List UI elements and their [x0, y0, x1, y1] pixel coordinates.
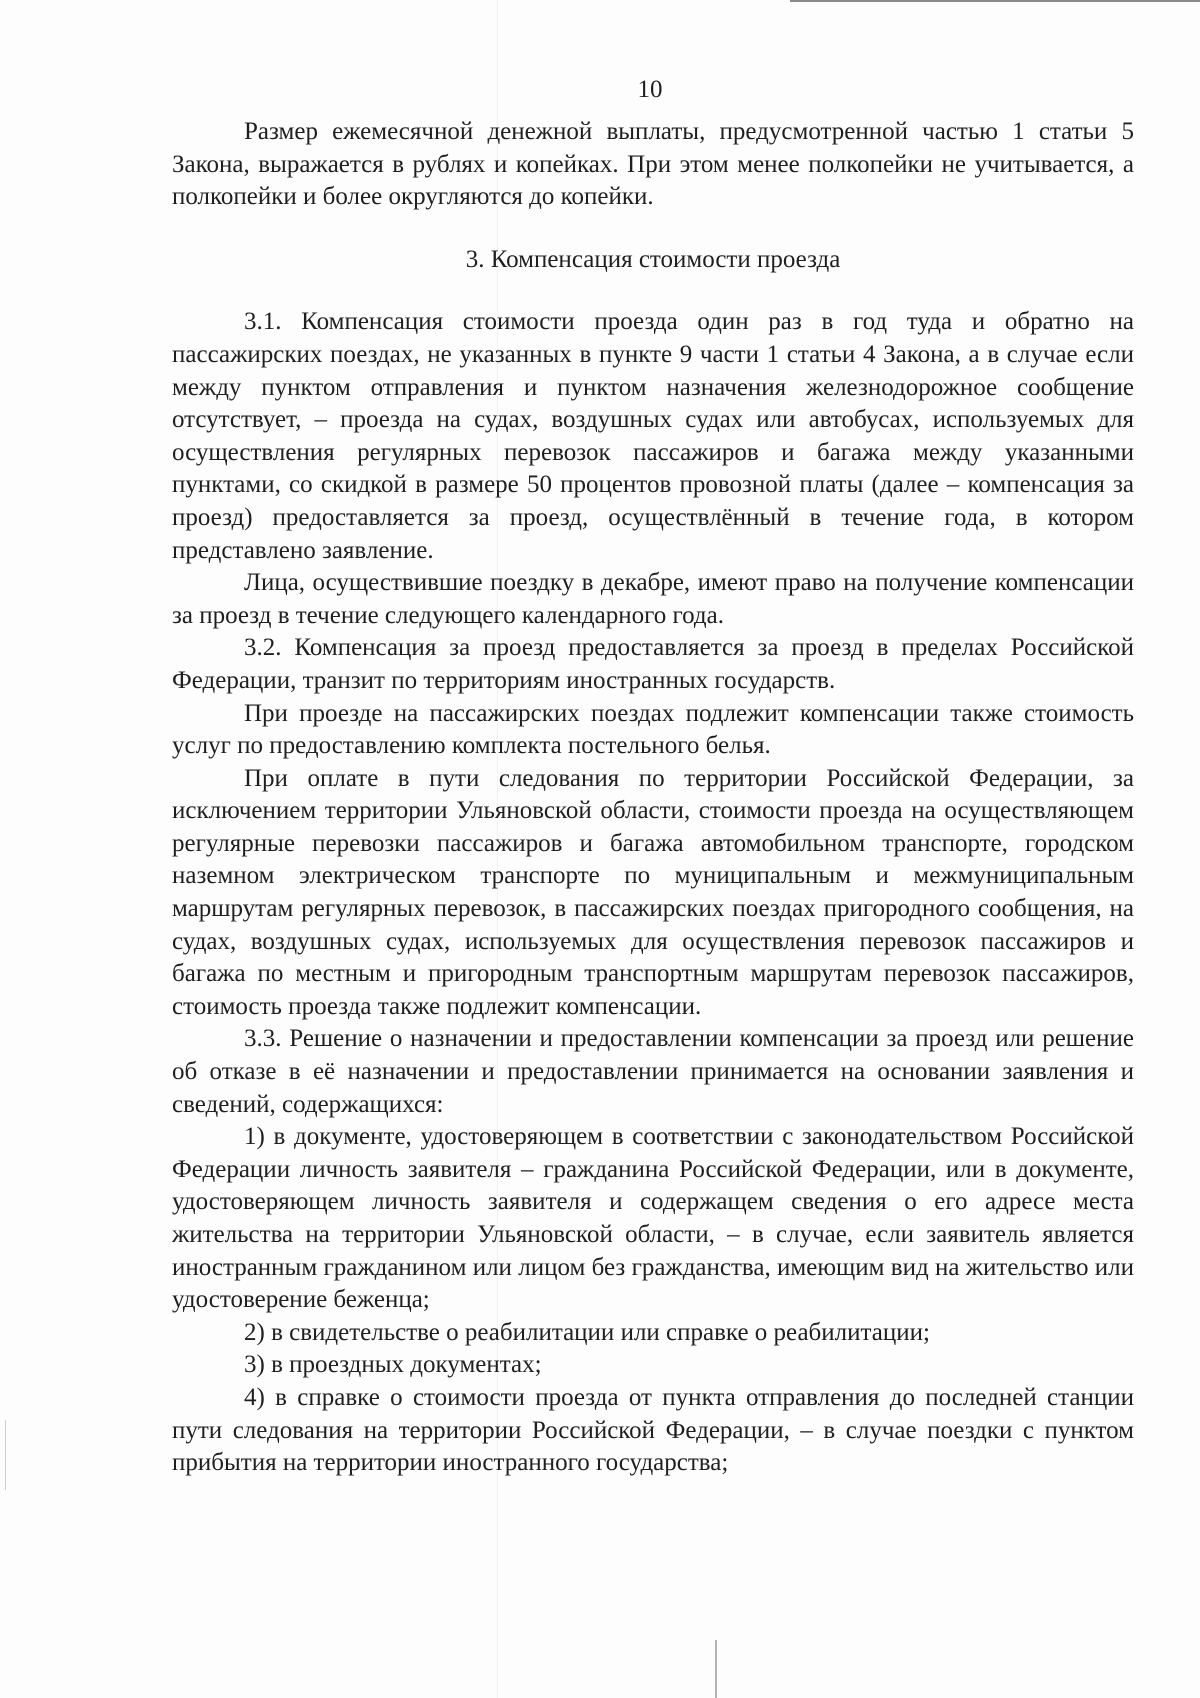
paragraph-transit-payment: При оплате в пути следования по территории Российской Федерации, за исключением территории Ульяновской области, стоимости проезда на осуществляющем регулярные перевозки пассажиров и багажа автомобильном транспорте, городском наземном электрическом транспорте по муниципальным и межмуниципальным маршрутам регулярных перевозок, в пассажирских поездах пригородного сообщения, на судах, воздушных судах, используемых для осуществления перевозок пассажиров и багажа по местным и пригородным транспортным маршрутам перевозок пассажиров, стоимость проезда также подлежит компенсации. — [172, 764, 1134, 1020]
scan-edge-line — [790, 0, 1200, 2]
page-number: 10 — [637, 76, 663, 103]
list-item-2: 2) в свидетельстве о реабилитации или справке о реабилитации; — [244, 1318, 930, 1346]
paragraph-3-2: 3.2. Компенсация за проезд предоставляется за проезд в пределах Российской Федерации, транзит по территориям иностранных государств. — [172, 634, 1134, 694]
paragraph-3-3: 3.3. Решение о назначении и предоставлении компенсации за проезд или решение об отказе в её назначении и предоставлении принимается на основании заявления и сведений, содержащихся: — [172, 1025, 1134, 1118]
intro-paragraph: Размер ежемесячной денежной выплаты, предусмотренной частью 1 статьи 5 Закона, выражается в рублях и копейках. При этом менее полкопейки не учитывается, а полкопейки и более округляются до копейки. — [172, 118, 1134, 211]
list-item-4: 4) в справке о стоимости проезда от пункта отправления до последней станции пути следования на территории Российской Федерации, – в случае поездки с пунктом прибытия на территории иностранного государства; — [172, 1383, 1134, 1477]
scan-mark-bottom — [715, 1640, 717, 1698]
paragraph-3-1: 3.1. Компенсация стоимости проезда один раз в год туда и обратно на пассажирских поездах, не указанных в пункте 9 части 1 статьи 4 Закона, а в случае если между пунктом отправления и пунктом назначения железнодорожное сообщение отсутствует, – проезда на судах, воздушных судах или автобусах, используемых для осуществления регулярных перевозок пассажиров и багажа между указанными пунктами, со скидкой в размере 50 процентов провозной платы (далее – компенсация за проезд) предоставляется за проезд, осуществлённый в течение года, в котором представлено заявление. — [172, 308, 1134, 564]
document-body — [172, 116, 1134, 1480]
paragraph-bedding: При проезде на пассажирских поездах подлежит компенсации также стоимость услуг по предоставлению комплекта постельного белья. — [172, 699, 1134, 760]
scan-mark-left — [5, 1420, 6, 1490]
list-item-1: 1) в документе, удостоверяющем в соответствии с законодательством Российской Федерации личность заявителя – гражданина Российской Федерации, или в документе, удостоверяющем личность заявителя и содержащем сведения о его адресе места жительства на территории Ульяновской области, – в случае, если заявитель является иностранным гражданином или лицом без гражданства, имеющим вид на жительство или удостоверение беженца; — [172, 1123, 1134, 1314]
list-item-3: 3) в проездных документах; — [244, 1351, 542, 1379]
section-title: 3. Компенсация стоимости проезда — [465, 245, 841, 273]
paragraph-december-trips: Лица, осуществившие поездку в декабре, имеют право на получение компенсации за проезд в течение следующего календарного года. — [172, 569, 1134, 629]
